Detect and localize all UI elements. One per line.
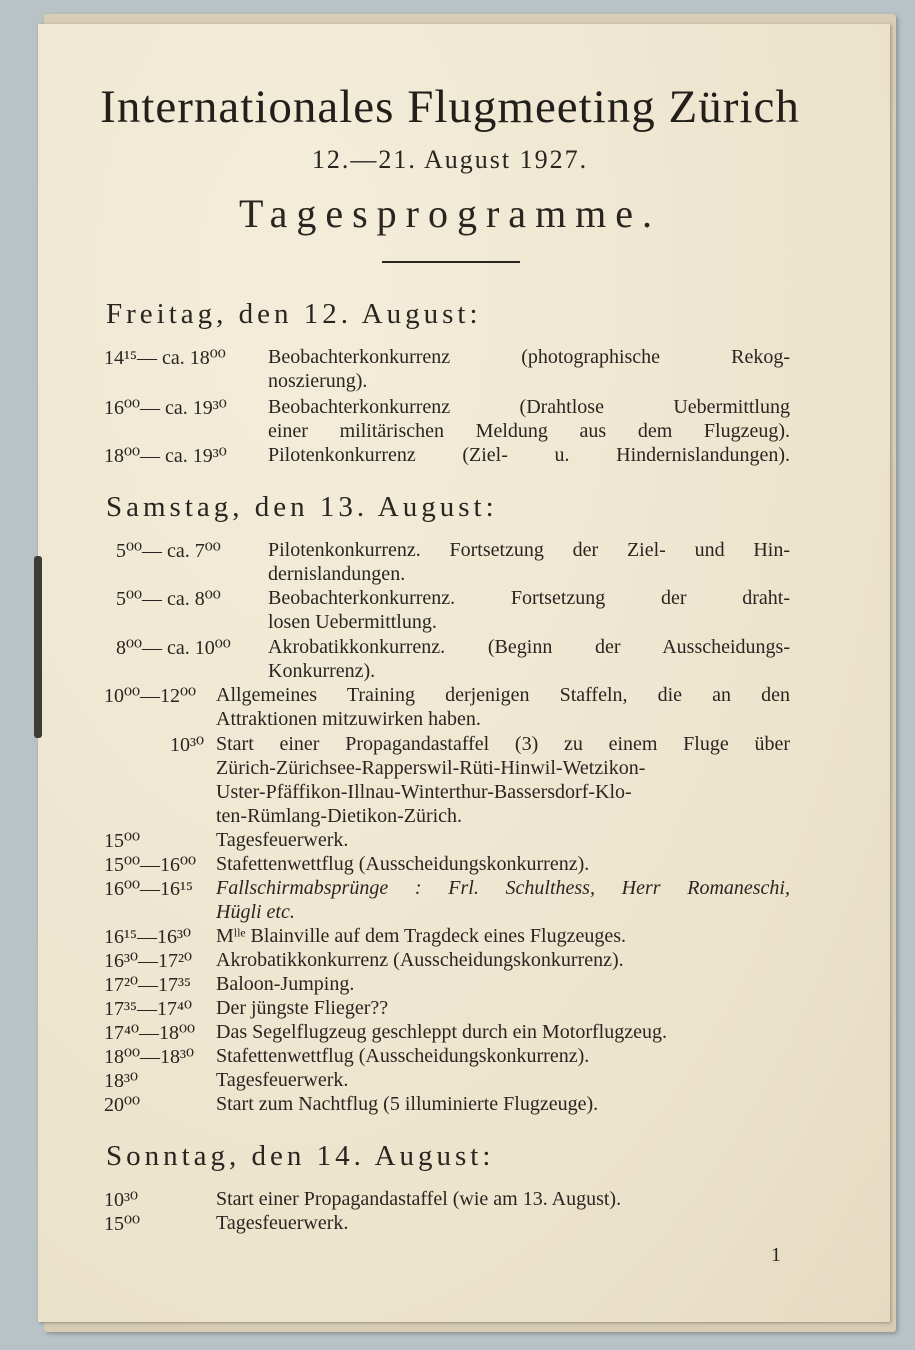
entry-time: 17⁴⁰—18⁰⁰ bbox=[104, 1022, 196, 1044]
day-heading-friday: Freitag, den 12. August: bbox=[106, 298, 482, 330]
document-subtitle: Tagesprogramme. bbox=[238, 191, 662, 236]
entry-text: Start einer Propagandastaffel (3) zu einem Fluge über bbox=[216, 733, 790, 755]
entry-text: Start einer Propagandastaffel (wie am 13. August). bbox=[216, 1188, 622, 1210]
entry-time: 17³⁵—17⁴⁰ bbox=[104, 998, 192, 1020]
entry-text: Uster-Pfäffikon-Illnau-Winterthur-Bassersdorf-Klo- bbox=[216, 781, 632, 803]
document-title: Internationales Flugmeeting Zürich bbox=[100, 81, 800, 133]
entry-text: Beobachterkonkurrenz (Drahtlose Uebermittlung bbox=[268, 396, 790, 418]
entry-time: 18⁰⁰— ca. 19³⁰ bbox=[104, 445, 227, 467]
entry-time: 18³⁰ bbox=[104, 1070, 139, 1092]
entry-text: Zürich-Zürichsee-Rapperswil-Rüti-Hinwil-Wetzikon- bbox=[216, 757, 646, 779]
entry-text: Akrobatikkonkurrenz (Ausscheidungskonkurrenz). bbox=[216, 949, 624, 971]
entry-text: noszierung). bbox=[268, 370, 368, 392]
entry-text: Attraktionen mitzuwirken haben. bbox=[216, 708, 481, 730]
entry-time: 16³⁰—17²⁰ bbox=[104, 950, 193, 972]
entry-time: 10³⁰ bbox=[104, 1189, 139, 1211]
entry-text: einer militärischen Meldung aus dem Flugzeug). bbox=[268, 420, 790, 442]
entry-text: Das Segelflugzeug geschleppt durch ein Motorflugzeug. bbox=[216, 1021, 667, 1043]
entry-text: Beobachterkonkurrenz (photographische Rekog- bbox=[268, 346, 790, 368]
entry-text: Tagesfeuerwerk. bbox=[216, 829, 349, 851]
entry-time: 18⁰⁰—18³⁰ bbox=[104, 1046, 195, 1068]
entry-text: Mˡˡᵉ Blainville auf dem Tragdeck eines Flugzeuges. bbox=[216, 925, 627, 947]
day-heading-saturday: Samstag, den 13. August: bbox=[106, 491, 498, 523]
entry-text: Tagesfeuerwerk. bbox=[216, 1069, 349, 1091]
binding-staple bbox=[34, 556, 42, 738]
entry-text: Stafettenwettflug (Ausscheidungskonkurrenz). bbox=[216, 1045, 590, 1067]
entry-time: 5⁰⁰— ca. 8⁰⁰ bbox=[116, 588, 221, 610]
entry-time: 5⁰⁰— ca. 7⁰⁰ bbox=[116, 540, 221, 562]
entry-text: Hügli etc. bbox=[216, 901, 295, 923]
day-heading-sunday: Sonntag, den 14. August: bbox=[106, 1140, 495, 1172]
entry-text: Pilotenkonkurrenz (Ziel- u. Hindernislandungen). bbox=[268, 444, 790, 466]
entry-time: 10³⁰ bbox=[170, 734, 205, 756]
entry-time: 20⁰⁰ bbox=[104, 1094, 141, 1116]
page-number: 1 bbox=[771, 1244, 781, 1266]
title-divider bbox=[382, 261, 520, 263]
entry-time: 16⁰⁰—16¹⁵ bbox=[104, 878, 194, 900]
entry-text: Pilotenkonkurrenz. Fortsetzung der Ziel- und Hin- bbox=[268, 539, 790, 561]
entry-text: Akrobatikkonkurrenz. (Beginn der Ausscheidungs- bbox=[268, 636, 790, 658]
entry-text: Beobachterkonkurrenz. Fortsetzung der draht- bbox=[268, 587, 790, 609]
entry-time: 8⁰⁰— ca. 10⁰⁰ bbox=[116, 637, 231, 659]
entry-text: Tagesfeuerwerk. bbox=[216, 1212, 349, 1234]
entry-text: ten-Rümlang-Dietikon-Zürich. bbox=[216, 805, 463, 827]
entry-time: 15⁰⁰—16⁰⁰ bbox=[104, 854, 197, 876]
entry-time: 16¹⁵—16³⁰ bbox=[104, 926, 191, 948]
event-dates: 12.—21. August 1927. bbox=[311, 145, 589, 174]
entry-text: Der jüngste Flieger?? bbox=[216, 997, 389, 1019]
entry-text: Stafettenwettflug (Ausscheidungskonkurrenz). bbox=[216, 853, 590, 875]
entry-time: 10⁰⁰—12⁰⁰ bbox=[104, 685, 197, 707]
entry-text: dernislandungen. bbox=[268, 563, 406, 585]
entry-time: 17²⁰—17³⁵ bbox=[104, 974, 191, 996]
entry-text: losen Uebermittlung. bbox=[268, 611, 437, 633]
entry-time: 15⁰⁰ bbox=[104, 1213, 141, 1235]
entry-text: Konkurrenz). bbox=[268, 660, 376, 682]
entry-time: 15⁰⁰ bbox=[104, 830, 141, 852]
entry-text: Allgemeines Training derjenigen Staffeln, die an den bbox=[216, 684, 790, 706]
entry-time: 14¹⁵— ca. 18⁰⁰ bbox=[104, 347, 226, 369]
entry-text: Fallschirmabsprünge : Frl. Schulthess, Herr Romaneschi, bbox=[216, 877, 790, 899]
entry-text: Baloon-Jumping. bbox=[216, 973, 355, 995]
entry-time: 16⁰⁰— ca. 19³⁰ bbox=[104, 397, 227, 419]
entry-text: Start zum Nachtflug (5 illuminierte Flugzeuge). bbox=[216, 1093, 599, 1115]
